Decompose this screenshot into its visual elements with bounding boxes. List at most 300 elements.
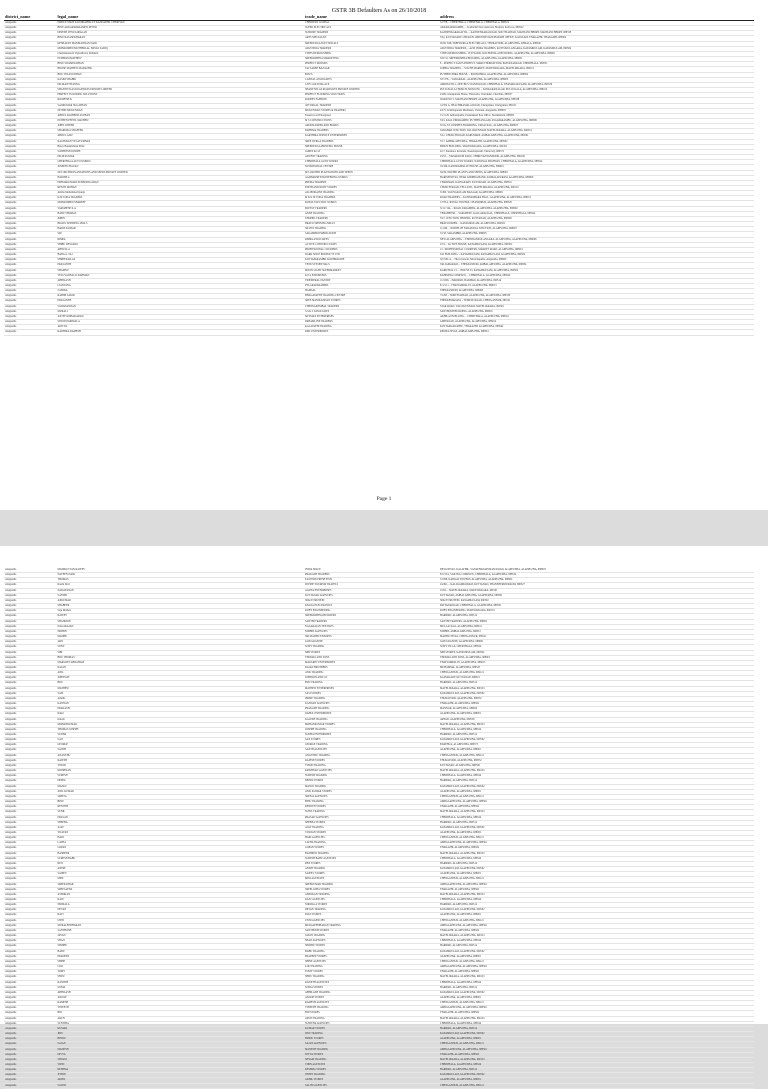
cell-address: 3/27, JUNCTION, THOPPIL, KUTTANAD, ALAPPUZHA, 688506	[439, 216, 754, 221]
cell-district: Alappuzha	[4, 671, 57, 676]
document-title: GSTR 3B Defaulters As on 26/10/2018	[331, 8, 427, 14]
cell-trade-name: VINEETH TRADING	[304, 1006, 439, 1011]
cell-trade-name: KANNAN AGENCIES	[304, 702, 439, 707]
cell-address: CHURCH ROAD, VELLAYIL, MAVELIKKARA, ALAPPUZHA, 690110	[439, 186, 754, 191]
cell-district: Alappuzha	[4, 841, 57, 846]
cell-trade-name: JOHNSON AND CO	[304, 676, 439, 681]
cell-address: THEKKEMADAM, .. TEMPLE ROAD, CHENGANNUR, 689121	[439, 299, 754, 304]
cell-legal-name: Saju Mathew	[57, 609, 305, 614]
cell-district: Alappuzha	[4, 186, 57, 191]
defaulters-table	[4, 568, 754, 1089]
cell-address: 23/52, .. VADAKKUM KAVU, THIRUVANVANDOOR, ALAPPUZHA, 689109	[439, 155, 754, 160]
cell-address: WARD NO 5, MANNANCHERRY, ALAPPUZHA, ALAPPUZHA, 688538	[439, 98, 754, 103]
cell-district: Alappuzha	[4, 918, 57, 923]
cell-address: PATTANAKKAD, CHERTHALA, ALAPPUZHA, 688531	[439, 604, 754, 609]
cell-address: HARISH NIVAS, NEAR ANDHRA BANK, KOMALAPURAM, ALAPPUZHA, 688006	[439, 175, 754, 180]
cell-trade-name: MANOJ TRADING	[304, 784, 439, 789]
cell-district: Alappuzha	[4, 139, 57, 144]
cell-district: Alappuzha	[4, 640, 57, 645]
cell-trade-name: ARTS SPECIALIST	[304, 36, 439, 41]
cell-address: CHERTHALA, ALAPPUZHA, 688524	[439, 1063, 754, 1068]
cell-trade-name: KNASA ELECTRONICS	[304, 604, 439, 609]
cell-address: THEKKUMURI, ALAPPUZHA, 688006	[439, 289, 754, 294]
cell-address: THAKAZHI, ALAPPUZHA, 688562	[439, 970, 754, 975]
cell-address: 2/486, Arunapuram House, Thiruvalla, Chavakkal, Cherthala, 688537	[439, 93, 754, 98]
cell-address: 14/352 A, THACHIRAMALA ROAD, Chengannur, Chengannur, 689121	[439, 103, 754, 108]
cell-trade-name: PROFESSIONAL COURIERS	[304, 247, 439, 252]
cell-address: SIBI STORES, KAYAMKULAM, 690502	[439, 650, 754, 655]
cell-legal-name: BIJI	[57, 1011, 305, 1016]
cell-trade-name: SREEDURGA ELECTRICALS	[304, 41, 439, 46]
cell-legal-name: VARGHESE K A	[57, 206, 305, 211]
cell-address: VERGHEESE, .. VARGHESE, KALLARACKAL, CHERTHALA, CHERTHALA, 688524	[439, 211, 754, 216]
cell-address: KARICHAL 1/1, .. HOUSE 23, KAYAMKULAM, ALAPPUZHA, 690502	[439, 268, 754, 273]
cell-address: AZIZ INDIA TRADERS, .. AZIZ INDIA TRADERS, KOTTUKULANGARA, KAYAMKULAM, KAYAMKULAM, 690502	[439, 46, 754, 51]
cell-legal-name: Rahul	[57, 712, 305, 717]
cell-legal-name: THOMAS JOSEPH	[57, 727, 305, 732]
cell-legal-name: BINU RAJASEKHARAN	[57, 36, 305, 41]
cell-legal-name: ARUN	[57, 1016, 305, 1021]
cell-trade-name: M S CONSTRUCTIONS	[304, 118, 439, 123]
cell-address: ARYAD, ALAPPUZHA, 688538	[439, 717, 754, 722]
cell-trade-name: RMC ENTERPRISES	[304, 330, 439, 335]
cell-trade-name: DIVYA STORES	[304, 1052, 439, 1057]
cell-trade-name: BRAVO SPINNING MILLS	[304, 222, 439, 227]
cell-address: KAINAKARY, KUTTANAD, 688501	[439, 676, 754, 681]
table-row	[4, 1083, 754, 1088]
cell-trade-name: MURALEEDHARAN TRADING	[304, 923, 439, 928]
cell-legal-name: RADHIKA RAMESH	[57, 330, 305, 335]
cell-legal-name: SREELATHA	[57, 887, 305, 892]
cell-address: ALAPPUZHA, ALAPPUZHA, 688001	[439, 830, 754, 835]
cell-address: KAYAMKULAM, ALAPPUZHA, 690502	[439, 990, 754, 995]
cell-trade-name: ATTUKKAL TRADERS	[304, 103, 439, 108]
cell-address: 4/475, Krishnapuram Muddasan, Vadackal, Alappuzha, 688003	[439, 108, 754, 113]
cell-trade-name: DEEPA STORES	[304, 779, 439, 784]
cell-trade-name: SUPER ELECTRICALS	[304, 26, 439, 31]
cell-trade-name: CHENNAKEMBAL TRADERS	[304, 304, 439, 309]
cell-trade-name: HARI AGENCIES	[304, 836, 439, 841]
cell-legal-name: ABDUL AZIZ	[57, 134, 305, 139]
cell-legal-name: Rasmi Devi	[57, 583, 305, 588]
cell-district: Alappuzha	[4, 789, 57, 794]
cell-district: Alappuzha	[4, 263, 57, 268]
cell-trade-name: RAJAN BROTHERS	[304, 665, 439, 670]
cell-address: NEW ALAPPUZHA, .. THONDANKULANGARA, ALAPPUZHA, ALAPPUZHA, 688006	[439, 237, 754, 242]
cell-district: Alappuzha	[4, 304, 57, 309]
cell-district: Alappuzha	[4, 629, 57, 634]
cell-legal-name: MADHU	[57, 635, 305, 640]
cell-trade-name: KARTHIKA SERVICE ENTERPRISES	[304, 134, 439, 139]
cell-legal-name: MARGRET ABRAHAM	[57, 660, 305, 665]
cell-trade-name: M K K M TODA TRADERS	[304, 196, 439, 201]
cell-legal-name: ZAHIDA	[57, 289, 305, 294]
cell-trade-name: ROYAL ELECTRIC WORKS	[304, 201, 439, 206]
cell-district: Alappuzha	[4, 583, 57, 588]
cell-district: Alappuzha	[4, 681, 57, 686]
cell-district: Alappuzha	[4, 134, 57, 139]
cell-district: Alappuzha	[4, 598, 57, 603]
cell-trade-name: EDITH AND RUBY STORES	[304, 186, 439, 191]
cell-district: Alappuzha	[4, 46, 57, 51]
cell-district: Alappuzha	[4, 67, 57, 72]
cell-legal-name: SHINE	[57, 959, 305, 964]
cell-district: Alappuzha	[4, 856, 57, 861]
cell-trade-name: ANIL TRADING	[304, 671, 439, 676]
cell-trade-name: SAJI STORES	[304, 738, 439, 743]
cell-legal-name: MOHANKUMAR	[57, 722, 305, 727]
cell-district: Alappuzha	[4, 588, 57, 593]
cell-district: Alappuzha	[4, 268, 57, 273]
cell-address: 8/1155A, SAILING COMPLEX, CHERTHALA, ALAPPUZHA, 688524	[439, 573, 754, 578]
cell-legal-name: ROOPESH K	[57, 98, 305, 103]
cell-address: BINOY BUILDING, MAVELIKKARA, ALAPPUZHA, 690101	[439, 144, 754, 149]
cell-district: Alappuzha	[4, 232, 57, 237]
cell-legal-name: KUMAR	[57, 1026, 305, 1031]
page-gap	[0, 510, 768, 546]
cell-address: 3/17, AMBALAPPUZHA, THAKAZHI, ALAPPUZHA, 688562	[439, 139, 754, 144]
cell-address: KAYAMKULAM, ALAPPUZHA, 690502	[439, 867, 754, 872]
cell-trade-name: CHERTHALA AUTO WORKS	[304, 160, 439, 165]
cell-legal-name: MOHAMMED SHAREEF	[57, 201, 305, 206]
cell-legal-name: JOSEPH CHACKO	[57, 165, 305, 170]
cell-legal-name: VIPIN	[57, 1063, 305, 1068]
page-footer: Page 1	[376, 496, 392, 502]
cell-address: HARIPAD, ALAPPUZHA, 690514	[439, 1026, 754, 1031]
cell-address: 1/1, PROFESSIONAL COURIERS, MARKET ROAD, ALAPPUZHA, 688001	[439, 247, 754, 252]
cell-address: MULLACKAL, ALAPPUZHA, 688011	[439, 624, 754, 629]
cell-legal-name: NITHIN MUKUNDAN	[57, 108, 305, 113]
cell-legal-name: KANNAN	[57, 702, 305, 707]
cell-district: Alappuzha	[4, 609, 57, 614]
cell-address: KAYAMKULAM, ALAPPUZHA, 690502	[439, 784, 754, 789]
cell-address: KAYAMKULAM, ALAPPUZHA, 690502	[439, 949, 754, 954]
cell-legal-name: SATHEESH JOSEPH	[57, 149, 305, 154]
cell-district: Alappuzha	[4, 568, 57, 573]
cell-legal-name: VINOD PARIMALA	[57, 320, 305, 325]
cell-district: Alappuzha	[4, 144, 57, 149]
cell-address: VALIAMARAM, .. THEKKUMURI, AMBALAPPUZHA, ALAPPUZHA, 688561	[439, 263, 754, 268]
cell-legal-name: BINU AKKARAPARAMPIL PETER	[57, 26, 305, 31]
cell-trade-name: SAKAMBRI FABRICATION	[304, 232, 439, 237]
cell-district: Alappuzha	[4, 763, 57, 768]
cell-address: NIDHIN, AMBALAPPUZHA, 688561	[439, 629, 754, 634]
cell-address: HARIPAD, ALAPPUZHA, 690514	[439, 733, 754, 738]
cell-address: HARIPAD, ALAPPUZHA, 690514	[439, 681, 754, 686]
cell-trade-name: BINDU STORES	[304, 1037, 439, 1042]
cell-trade-name: MARGRET ENTERPRISES	[304, 660, 439, 665]
cell-legal-name: DEVAN	[57, 908, 305, 913]
cell-trade-name: AADYA ENTERPRISES	[304, 588, 439, 593]
cell-trade-name: AJAY TRADING	[304, 825, 439, 830]
cell-address: KANNENKARAKATTIL, .. KANNENKARA ROAD, SOUTH ARYAD, MANNANCHERRY, MANNANCHERRY, 688538	[439, 31, 754, 36]
cell-legal-name: DINESH VENUGOPALAN	[57, 31, 305, 36]
cell-legal-name: JITHIN	[57, 1073, 305, 1078]
cell-legal-name: RAJESH	[57, 758, 305, 763]
cell-trade-name: BLESSY TRADERS	[304, 206, 439, 211]
cell-district: Alappuzha	[4, 702, 57, 707]
cell-district: Alappuzha	[4, 299, 57, 304]
cell-legal-name: TOMY	[57, 970, 305, 975]
cell-trade-name: PRIME TRADING	[304, 696, 439, 701]
cell-district: Alappuzha	[4, 872, 57, 877]
cell-legal-name: DEEPA	[57, 779, 305, 784]
cell-trade-name: JINU TRADING	[304, 1032, 439, 1037]
table-row	[4, 330, 754, 335]
cell-district: Alappuzha	[4, 165, 57, 170]
cell-district: Alappuzha	[4, 990, 57, 995]
cell-legal-name: PREMAKUMARI PUSHPANGADAN	[57, 180, 305, 185]
cell-address: 12/378, .. CHERTHALA, CHERTHALA, CHERTHALA, 688524	[439, 21, 754, 26]
cell-district: Alappuzha	[4, 738, 57, 743]
cell-trade-name: JITHIN TRADING	[304, 1073, 439, 1078]
cell-district: Alappuzha	[4, 975, 57, 980]
column-header-trade-name: trade_name	[304, 14, 439, 21]
cell-legal-name: SUDHA	[57, 733, 305, 738]
cell-district: Alappuzha	[4, 1021, 57, 1026]
cell-address: STAR ROAD, VALLIKUNNAM, MAVELIKKARA, 690501	[439, 304, 754, 309]
cell-trade-name: RUBY ENGINEERING	[304, 609, 439, 614]
cell-trade-name: JOSEPH TRADING	[304, 727, 439, 732]
cell-address: ROAD TRADERS, .. KANNAMPARA HALL, ALAPPUZHA, ALAPPUZHA, 688011	[439, 196, 754, 201]
cell-address: CHENGANNUR, ALAPPUZHA, 689121	[439, 1001, 754, 1006]
cell-district: Alappuzha	[4, 867, 57, 872]
cell-district: Alappuzha	[4, 206, 57, 211]
table-body	[4, 21, 754, 336]
cell-district: Alappuzha	[4, 201, 57, 206]
cell-district: Alappuzha	[4, 36, 57, 41]
cell-district: Alappuzha	[4, 928, 57, 933]
cell-district: Alappuzha	[4, 696, 57, 701]
cell-legal-name: SINDHU	[57, 944, 305, 949]
cell-district: Alappuzha	[4, 970, 57, 975]
cell-trade-name: MOHANKUMAR STORES	[304, 722, 439, 727]
cell-district: Alappuzha	[4, 794, 57, 799]
cell-trade-name: TIDEMERAL PANTRY	[304, 278, 439, 283]
cell-legal-name: SANTHOSH	[57, 928, 305, 933]
cell-legal-name: SADANANDAN	[57, 304, 305, 309]
cell-legal-name: SHYAM	[57, 1057, 305, 1062]
cell-district: Alappuzha	[4, 1068, 57, 1073]
cell-address: THAKAZHI, ALAPPUZHA, 688562	[439, 887, 754, 892]
cell-trade-name: PRAKASH TRADERS	[304, 573, 439, 578]
cell-trade-name: AROMA PAPER AND BOOKS	[304, 124, 439, 129]
cell-address: 11/246, .. NORTH OF NARAYANA JUNCTION, ALAPPUZHA, 688007	[439, 227, 754, 232]
cell-district: Alappuzha	[4, 227, 57, 232]
cell-trade-name: ADVENT TRADING	[304, 155, 439, 160]
cell-address: X/5A, ST. JOSEPH'S BOARDING, VADACKAL, ALAPPUZHA, 688003	[439, 124, 754, 129]
cell-legal-name: VINOD	[57, 763, 305, 768]
cell-legal-name: PRAKASH	[57, 707, 305, 712]
cell-district: Alappuzha	[4, 650, 57, 655]
cell-legal-name: Kalesh	[57, 717, 305, 722]
cell-legal-name: KESHAVAN MANIKANDAN NAIR	[57, 41, 305, 46]
cell-district: Alappuzha	[4, 686, 57, 691]
cell-trade-name: MATHEW ENTERPRISES	[304, 686, 439, 691]
cell-address: CHAIRMAN, KAINAKARY, KUTTANAD, ALAPPUZHA, 688501	[439, 180, 754, 185]
cell-address: X/11/ 544, .. ROAD, PARAMBIL, ALAPPUZHA, ALAPPUZHA, 688002	[439, 206, 754, 211]
cell-district: Alappuzha	[4, 810, 57, 815]
cell-trade-name: SANTHOSH STORES	[304, 928, 439, 933]
cell-district: Alappuzha	[4, 861, 57, 866]
cell-address: AMRITA NO.1, OPP: BUS STAND ROAD, CHERTHALA, THAMARAKULAM, ALAPPUZHA, 690530	[439, 82, 754, 87]
defaulters-table	[4, 14, 754, 336]
cell-legal-name: BIJU	[57, 681, 305, 686]
cell-legal-name: ANOOP	[57, 995, 305, 1000]
cell-trade-name: NUTRITIONAL CENTRE	[304, 165, 439, 170]
cell-trade-name: SASI STORES	[304, 691, 439, 696]
cell-legal-name: MINI	[57, 877, 305, 882]
cell-legal-name: SHREEKAILAS	[57, 258, 305, 263]
cell-district: Alappuzha	[4, 26, 57, 31]
cell-trade-name: JAMES & CO	[304, 149, 439, 154]
cell-legal-name: UNNI	[57, 918, 305, 923]
cell-legal-name: MURALI	[57, 309, 305, 314]
cell-legal-name: RANJITH	[57, 980, 305, 985]
cell-address: MADHU NIVAS, CHENGANNUR, 689121	[439, 635, 754, 640]
cell-legal-name: BIJOSE MATHEW MADATHIL	[57, 67, 305, 72]
cell-district: Alappuzha	[4, 887, 57, 892]
cell-address: MUHAMMA, ALAPPUZHA, 688525	[439, 665, 754, 670]
cell-address: MANNAR, ALAPPUZHA, 689622	[439, 707, 754, 712]
cell-legal-name: PUTHENVEETIL MATHEW	[57, 118, 305, 123]
cell-legal-name: ANIL	[57, 671, 305, 676]
cell-legal-name: SHAJIMON	[57, 619, 305, 624]
cell-trade-name: ANANTHU TRADING	[304, 753, 439, 758]
cell-address: CHERTHALA, ALAPPUZHA, 688524	[439, 898, 754, 903]
cell-district: Alappuzha	[4, 727, 57, 732]
cell-district: Alappuzha	[4, 619, 57, 624]
cell-address: ALAPPUZHA, ALAPPUZHA, 688001	[439, 995, 754, 1000]
cell-district: Alappuzha	[4, 1026, 57, 1031]
cell-address: REMYA NIVAS, AMBALAPPUZHA, 688561	[439, 330, 754, 335]
cell-trade-name: THOMAS AND SONS	[304, 655, 439, 660]
cell-legal-name: SUNIL	[57, 810, 305, 815]
cell-legal-name: DIVYA	[57, 1052, 305, 1057]
cell-legal-name: RAJEEV	[57, 614, 305, 619]
cell-trade-name: SHAJI AGENCIES	[304, 939, 439, 944]
cell-trade-name: SUNIL TRADING	[304, 810, 439, 815]
cell-address: MAVELIKKARA, ALAPPUZHA, 690101	[439, 722, 754, 727]
cell-address: KUTTANAD, ALAPPUZHA, 688506	[439, 763, 754, 768]
cell-trade-name: SAJAN AGENCIES	[304, 1042, 439, 1047]
cell-legal-name: M/S ORCHID PLANTATIONS AND SEEDS PRIVATE LIMITED	[57, 170, 305, 175]
cell-trade-name: SHANTIVILAS ROADWAYS PRIVATE LIMITED	[304, 88, 439, 93]
cell-district: Alappuzha	[4, 93, 57, 98]
cell-district: Alappuzha	[4, 325, 57, 330]
cell-legal-name: RENJITH	[57, 805, 305, 810]
cell-trade-name: AZIZ INDIA TRADERS	[304, 46, 439, 51]
cell-address: MAVELIKKARA, ALAPPUZHA, 690101	[439, 851, 754, 856]
cell-legal-name: MOHAMMED MOTHERLAL HAYAS SADIQ	[57, 46, 305, 51]
cell-district: Alappuzha	[4, 1011, 57, 1016]
cell-district: Alappuzha	[4, 815, 57, 820]
cell-trade-name: RESHMA STORES	[304, 1068, 439, 1073]
cell-address: 8 .. PERFECT SALES PERFECT, MARUTHORVATTOM, PATTANAKKAD, CHERTHALA, 688531	[439, 62, 754, 67]
cell-trade-name: SRI MADHU EXPORTS	[304, 635, 439, 640]
cell-trade-name: KALAVATHI TRADING	[304, 325, 439, 330]
cell-trade-name: RENJITH STORES	[304, 805, 439, 810]
cell-district: Alappuzha	[4, 1063, 57, 1068]
cell-legal-name: BIJU VELAYUDHAN	[57, 72, 305, 77]
cell-address: KAYAMKULAM, ALAPPUZHA, 690502	[439, 908, 754, 913]
cell-legal-name: HARISH A	[57, 175, 305, 180]
cell-district: Alappuzha	[4, 624, 57, 629]
cell-address: THAKAZHI, ALAPPUZHA, 688562	[439, 805, 754, 810]
cell-address: AMBALAPPUZHA, ALAPPUZHA, 688561	[439, 965, 754, 970]
cell-district: Alappuzha	[4, 959, 57, 964]
cell-district: Alappuzha	[4, 320, 57, 325]
cell-legal-name: SHIJU	[57, 975, 305, 980]
cell-legal-name: AJAY	[57, 825, 305, 830]
cell-district: Alappuzha	[4, 820, 57, 825]
cell-legal-name: BABU THOMAS	[57, 211, 305, 216]
cell-legal-name: SREEKUMAR	[57, 882, 305, 887]
cell-legal-name: ANIL KUMAR	[57, 789, 305, 794]
cell-address: THAKAZHI, ALAPPUZHA, 688562	[439, 1052, 754, 1057]
cell-trade-name: JAIN GRANITE	[304, 640, 439, 645]
cell-trade-name: JAYAN TRADING	[304, 934, 439, 939]
cell-address: 5/158, SAKAMBRI, ALAPPUZHA, 688005	[439, 232, 754, 237]
cell-trade-name: DEVAN TRADING	[304, 908, 439, 913]
cell-district: Alappuzha	[4, 108, 57, 113]
cell-district: Alappuzha	[4, 124, 57, 129]
cell-address: CHENGANNUR, ALAPPUZHA, 689121	[439, 671, 754, 676]
cell-legal-name: HARIS KUMAR	[57, 227, 305, 232]
cell-legal-name: PRADEEP	[57, 954, 305, 959]
cell-trade-name: SHINE AGENCIES	[304, 959, 439, 964]
cell-district: Alappuzha	[4, 160, 57, 165]
cell-legal-name: AJITH SUDHAKARAN	[57, 314, 305, 319]
cell-address: XV/582-A, .. Thevarvattom, Muvattupuzha, Alappuzha, 688001	[439, 258, 754, 263]
cell-district: Alappuzha	[4, 722, 57, 727]
cell-trade-name: MOON LIGHT SUPERMARKET	[304, 268, 439, 273]
cell-district: Alappuzha	[4, 129, 57, 134]
cell-address: 15/11-H, Ambalapuzha, Pattanakkad Post Office, Neerkunnam, 688005	[439, 113, 754, 118]
cell-legal-name: ABHILASH	[57, 990, 305, 995]
cell-legal-name: PERFECT FLOORING SOLUTIONS	[57, 93, 305, 98]
cell-district: Alappuzha	[4, 175, 57, 180]
cell-trade-name: SILVEX TRADING	[304, 227, 439, 232]
cell-address: ALAPPUZHA, ALAPPUZHA, 688001	[439, 872, 754, 877]
cell-district: Alappuzha	[4, 733, 57, 738]
cell-address: HARIPAD, ALAPPUZHA, 690514	[439, 1068, 754, 1073]
cell-district: Alappuzha	[4, 191, 57, 196]
cell-legal-name: SAJAN	[57, 1042, 305, 1047]
cell-trade-name: SKYMAX ENTERPRISES	[304, 314, 439, 319]
cell-district: Alappuzha	[4, 41, 57, 46]
cell-address: ALAPPUZHA, ALAPPUZHA, 688001	[439, 913, 754, 918]
cell-address: HARIPAD, ALAPPUZHA, 690514	[439, 820, 754, 825]
cell-address: THAKAZHI, ALAPPUZHA, 688562	[439, 702, 754, 707]
cell-legal-name: GEORGE	[57, 743, 305, 748]
cell-address: PULLUKALA CHURCH, MOSCOW, .. SANKARANAGAR, PULLUKALA, ALAPPUZHA, 688012	[439, 88, 754, 93]
cell-district: Alappuzha	[4, 57, 57, 62]
cell-trade-name: SIBI STORES	[304, 650, 439, 655]
cell-address: 10/02, .. MAVELIKKARA, MAVELIKKARA, 690101	[439, 588, 754, 593]
cell-address: ALAPPUZHA, ALAPPUZHA, 688001	[439, 1078, 754, 1083]
cell-address: CHERTHALA AUTO WORKS, NATIONAL HIGHWAY, CHERTHALA, ALAPPUZHA, 688524	[439, 160, 754, 165]
cell-district: Alappuzha	[4, 923, 57, 928]
cell-address: 2/33, .. ACTIVE HOUSE, KAYAMKULAM, ALAPPUZHA, 690502	[439, 242, 754, 247]
cell-district: Alappuzha	[4, 258, 57, 263]
cell-trade-name: RAMESH AGENCIES	[304, 1001, 439, 1006]
cell-trade-name: RAHUL ENTERPRISES	[304, 712, 439, 717]
cell-legal-name: JOHN JOSEPH	[57, 124, 305, 129]
cell-district: Alappuzha	[4, 573, 57, 578]
cell-address: MAVELIKKARA, ALAPPUZHA, 690101	[439, 1057, 754, 1062]
cell-trade-name: UNNI AGENCIES	[304, 918, 439, 923]
